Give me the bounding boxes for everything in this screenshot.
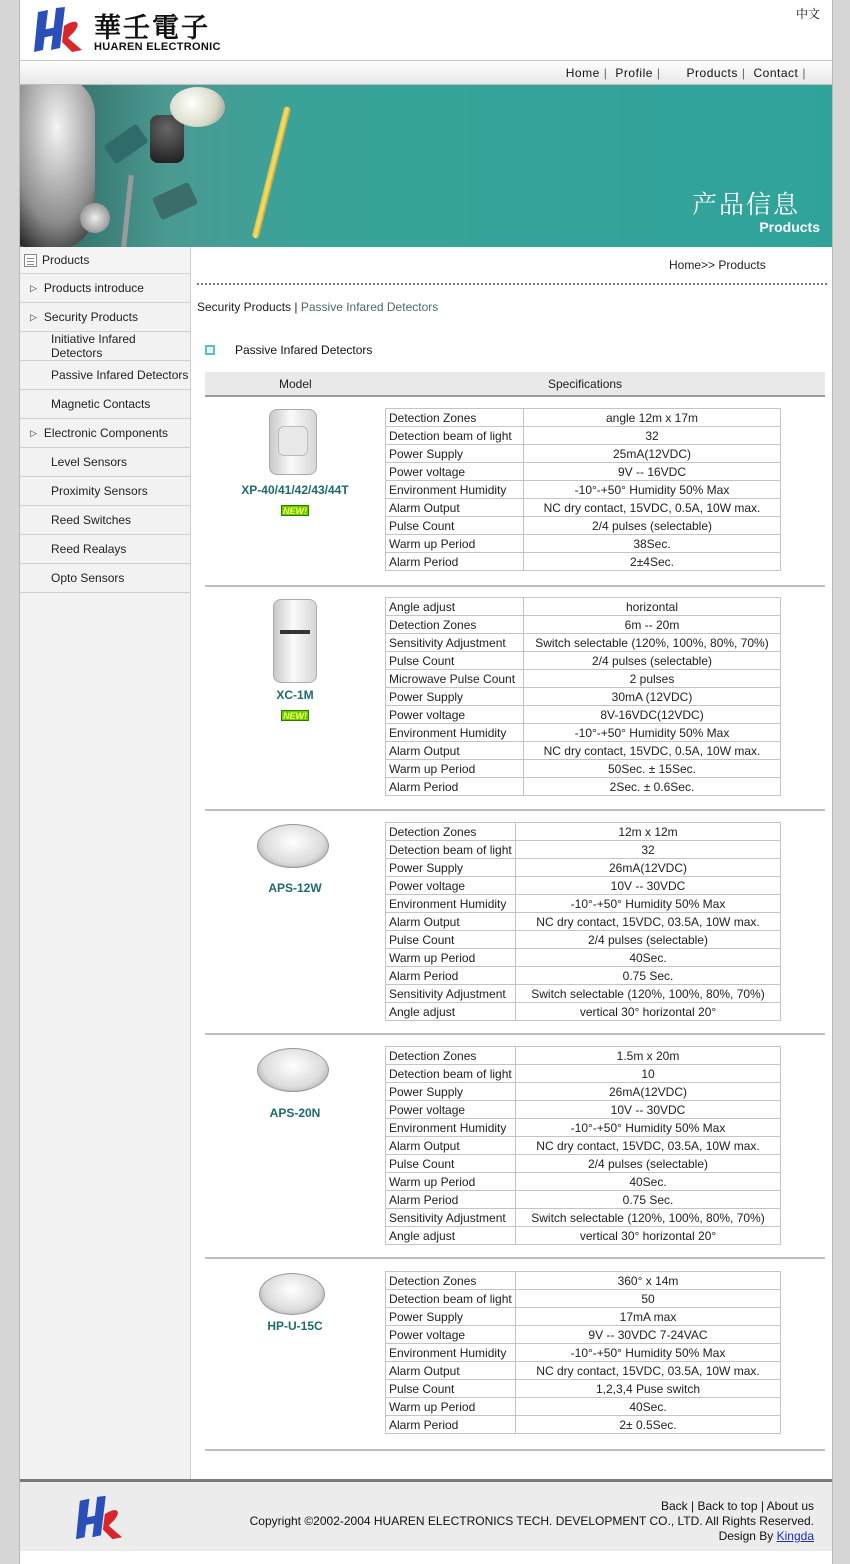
spec-value: 8V-16VDC(12VDC) [524,706,781,724]
footer-design-credit [250,1529,814,1544]
product-row [205,1037,825,1259]
spec-value: vertical 30° horizontal 20° [516,1003,781,1021]
table-row [386,706,781,724]
page [19,0,833,1564]
spec-value: 30mA (12VDC) [524,688,781,706]
logo-english-text: HUAREN ELECTRONIC [94,41,221,53]
banner-rod-image [121,175,133,247]
spec-name: Alarm Output [386,1362,516,1380]
sidebar-item-5[interactable] [20,390,190,419]
spec-value: 26mA(12VDC) [516,859,781,877]
hr-logo-icon [34,4,84,56]
table-row [386,1362,781,1380]
spec-value: horizontal [524,598,781,616]
spec-value: 38Sec. [524,535,781,553]
specifications-table [385,1046,781,1245]
spec-name: Angle adjust [386,598,524,616]
logo[interactable] [34,4,224,56]
banner-gear-image [80,203,110,233]
spec-name: Environment Humidity [386,1344,516,1362]
language-switch-link[interactable]: 中文 [795,7,820,21]
spec-value: 0.75 Sec. [516,967,781,985]
spec-name: Angle adjust [386,1227,516,1245]
spec-value: 2/4 pulses (selectable) [516,931,781,949]
design-by-label: Design By [718,1529,777,1543]
sidebar-item-4[interactable] [20,361,190,390]
spec-name: Power Supply [386,688,524,706]
table-row [386,1119,781,1137]
spec-name: Pulse Count [386,1380,516,1398]
spec-name: Detection Zones [386,823,516,841]
spec-value: 2Sec. ± 0.6Sec. [524,778,781,796]
spec-name: Sensitivity Adjustment [386,1209,516,1227]
spec-value: -10°-+50° Humidity 50% Max [516,1344,781,1362]
table-row [386,445,781,463]
spec-name: Alarm Period [386,778,524,796]
sidebar-item-label: Reed Switches [51,513,132,527]
spec-value: NC dry contact, 15VDC, 03.5A, 10W max. [516,1137,781,1155]
nav-products[interactable]: Products [686,66,738,80]
spec-value: 25mA(12VDC) [524,445,781,463]
table-row [386,742,781,760]
spec-name: Alarm Period [386,1191,516,1209]
table-row [386,1272,781,1290]
spec-value: 2/4 pulses (selectable) [516,1155,781,1173]
site-footer [20,1479,832,1551]
product-row [205,1261,825,1451]
spec-value: 1.5m x 20m [516,1047,781,1065]
sidebar-item-label: Reed Realays [51,542,127,556]
triangle-right-icon: ▷ [30,282,37,293]
spec-value: Switch selectable (120%, 100%, 80%, 70%) [516,985,781,1003]
spec-name: Power voltage [386,463,524,481]
spec-name: Warm up Period [386,760,524,778]
banner-sensor-image [103,124,148,165]
new-badge: NEW! [283,711,307,721]
spec-value: 1,2,3,4 Puse switch [516,1380,781,1398]
product-row [205,589,825,811]
table-row [386,1380,781,1398]
sidebar [20,247,191,1479]
product-image[interactable] [257,824,329,868]
section-heading [205,343,372,357]
table-row [386,1290,781,1308]
spec-name: Detection beam of light [386,1065,516,1083]
spec-name: Detection Zones [386,1272,516,1290]
path-separator: | [291,300,301,314]
spec-value: 32 [516,841,781,859]
table-row [386,778,781,796]
table-row [386,1083,781,1101]
spec-name: Alarm Output [386,499,524,517]
spec-value: -10°-+50° Humidity 50% Max [516,895,781,913]
table-row [386,1003,781,1021]
table-row [386,517,781,535]
sidebar-item-label: Initiative Infared Detectors [51,332,136,360]
spec-name: Detection Zones [386,1047,516,1065]
spec-name: Alarm Output [386,1137,516,1155]
sensor-window-image [280,630,310,634]
spec-name: Warm up Period [386,535,524,553]
sidebar-header [20,247,190,274]
banner-title-chinese: 产品信息 [691,191,800,219]
products-banner [20,85,832,247]
sidebar-menu [20,274,190,593]
table-row [386,1173,781,1191]
spec-value: NC dry contact, 15VDC, 03.5A, 10W max. [516,1362,781,1380]
spec-value: 0.75 Sec. [516,1191,781,1209]
spec-name: Detection Zones [386,616,524,634]
sidebar-item-11[interactable] [20,564,190,593]
site-header [20,0,832,60]
sidebar-item-label: Electronic Components [43,426,168,440]
spec-value: 40Sec. [516,1173,781,1191]
spec-name: Alarm Output [386,913,516,931]
sidebar-header-label: Products [42,253,90,267]
spec-name: Power voltage [386,877,516,895]
table-row [386,967,781,985]
table-row [386,652,781,670]
banner-sensor-image [152,182,198,221]
sidebar-item-1[interactable] [20,274,190,303]
spec-value: 50 [516,1290,781,1308]
category-path [197,300,438,314]
table-row [386,1344,781,1362]
table-row [386,1227,781,1245]
spec-name: Power Supply [386,859,516,877]
spec-value: -10°-+50° Humidity 50% Max [516,1119,781,1137]
spec-name: Environment Humidity [386,724,524,742]
spec-name: Power voltage [386,1101,516,1119]
spec-value: Switch selectable (120%, 100%, 80%, 70%) [524,634,781,652]
spec-value: NC dry contact, 15VDC, 0.5A, 10W max. [524,499,781,517]
spec-name: Detection beam of light [386,841,516,859]
spec-name: Alarm Period [386,553,524,571]
spec-name: Warm up Period [386,1173,516,1191]
spec-value: -10°-+50° Humidity 50% Max [524,724,781,742]
spec-value: 2±4Sec. [524,553,781,571]
product-image[interactable] [259,1273,325,1315]
table-row [386,463,781,481]
specifications-table [385,1271,781,1434]
product-image[interactable] [273,599,317,683]
sensor-lens-image [278,426,308,456]
table-row [386,1191,781,1209]
path-current: Passive Infared Detectors [300,300,439,314]
sidebar-item-2[interactable] [20,303,190,332]
sidebar-item-label: Products introduce [43,281,144,295]
table-row [386,913,781,931]
table-row [386,760,781,778]
table-row [386,724,781,742]
sidebar-item-9[interactable] [20,506,190,535]
sidebar-item-7[interactable] [20,448,190,477]
table-header [205,372,825,397]
spec-value: 32 [524,427,781,445]
table-row [386,499,781,517]
spec-name: Environment Humidity [386,481,524,499]
spec-name: Environment Humidity [386,895,516,913]
spec-name: Alarm Output [386,742,524,760]
table-row [386,1308,781,1326]
nav-separator: | [603,66,608,80]
spec-name: Alarm Period [386,967,516,985]
spec-value: 10V -- 30VDC [516,877,781,895]
banner-title-english: Products [759,219,820,235]
nav-home[interactable]: Home [565,66,600,80]
table-row [386,1101,781,1119]
table-row [386,841,781,859]
table-row [386,634,781,652]
sidebar-item-label: Magnetic Contacts [51,397,151,411]
table-row [386,1398,781,1416]
spec-value: 6m -- 20m [524,616,781,634]
document-icon [24,254,37,267]
spec-value: 9V -- 30VDC 7-24VAC [516,1326,781,1344]
sidebar-item-6[interactable] [20,419,190,448]
breadcrumb: Home>> Products [669,258,766,272]
table-row [386,688,781,706]
column-header-model: Model [279,377,312,391]
footer-back-link[interactable]: Back [660,1499,688,1513]
spec-name: Power Supply [386,445,524,463]
spec-name: Pulse Count [386,517,524,535]
product-image[interactable] [269,409,317,475]
spec-value: 26mA(12VDC) [516,1083,781,1101]
product-row [205,397,825,587]
product-model-name[interactable]: XC-1M [276,688,314,702]
spec-value: 2 pulses [524,670,781,688]
table-row [386,1047,781,1065]
path-parent-link[interactable]: Security Products [197,300,292,314]
spec-value: 10V -- 30VDC [516,1101,781,1119]
sidebar-item-10[interactable] [20,535,190,564]
spec-value: 17mA max [516,1308,781,1326]
spec-name: Power voltage [386,1326,516,1344]
spec-value: 360° x 14m [516,1272,781,1290]
spec-value: -10°-+50° Humidity 50% Max [524,481,781,499]
table-row [386,1416,781,1434]
logo-chinese-text: 華壬電子 [94,13,210,44]
table-row [386,823,781,841]
spec-value: angle 12m x 17m [524,409,781,427]
table-row [386,1209,781,1227]
spec-name: Sensitivity Adjustment [386,634,524,652]
table-row [386,1155,781,1173]
footer-copyright: Copyright ©2002-2004 HUAREN ELECTRONICS TECH. DEVELOPMENT CO., LTD. All Rights Reserved. [249,1514,814,1528]
spec-name: Power Supply [386,1083,516,1101]
spec-value: 2/4 pulses (selectable) [524,517,781,535]
specifications-table [385,597,781,796]
spec-name: Environment Humidity [386,1119,516,1137]
spec-name: Angle adjust [386,1003,516,1021]
specifications-table [385,408,781,571]
spec-name: Microwave Pulse Count [386,670,524,688]
table-row [386,616,781,634]
table-row [386,1065,781,1083]
table-row [386,535,781,553]
table-row [386,895,781,913]
specifications-table [385,822,781,1021]
table-row [386,409,781,427]
spec-value: Switch selectable (120%, 100%, 80%, 70%) [516,1209,781,1227]
table-row [386,985,781,1003]
sidebar-item-label: Level Sensors [51,455,128,469]
nav-separator: | [656,66,661,80]
spec-name: Power Supply [386,1308,516,1326]
sidebar-item-label: Opto Sensors [51,571,125,585]
spec-value: 10 [516,1065,781,1083]
footer-about-link[interactable]: About us [766,1499,814,1513]
spec-value: 12m x 12m [516,823,781,841]
spec-name: Warm up Period [386,949,516,967]
table-row [386,553,781,571]
column-header-specifications: Specifications [548,377,623,391]
spec-value: 2/4 pulses (selectable) [524,652,781,670]
nav-profile[interactable]: Profile [615,66,653,80]
spec-value: 40Sec. [516,1398,781,1416]
table-row [386,877,781,895]
spec-name: Pulse Count [386,652,524,670]
spec-value: 40Sec. [516,949,781,967]
nav-separator: | [802,66,806,80]
spec-value: 2± 0.5Sec. [516,1416,781,1434]
spec-name: Detection beam of light [386,427,524,445]
spec-value: NC dry contact, 15VDC, 03.5A, 10W max. [516,913,781,931]
spec-name: Sensitivity Adjustment [386,985,516,1003]
sidebar-item-label: Security Products [43,310,138,324]
spec-name: Alarm Period [386,1416,516,1434]
product-model-name[interactable]: XP-40/41/42/43/44T [241,483,349,497]
table-row [386,949,781,967]
spec-value: NC dry contact, 15VDC, 0.5A, 10W max. [524,742,781,760]
sidebar-item-8[interactable] [20,477,190,506]
footer-nav: Back | Back to top | About us [660,1499,814,1513]
footer-top-link[interactable]: Back to top [697,1499,758,1513]
spec-name: Power voltage [386,706,524,724]
table-row [386,931,781,949]
new-badge: NEW! [283,506,307,516]
spec-name: Detection beam of light [386,1290,516,1308]
table-row [386,427,781,445]
sidebar-item-label: Passive Infared Detectors [51,368,189,382]
product-model-name[interactable]: APS-12W [268,881,322,895]
nav-contact[interactable]: Contact [753,66,799,80]
triangle-right-icon: ▷ [30,311,37,322]
nav-separator: | [741,66,746,80]
banner-bulb-image [170,87,225,127]
nav-bar [20,60,832,85]
table-row [386,670,781,688]
table-row [386,1326,781,1344]
table-row [386,859,781,877]
banner-thermometer-image [252,106,291,239]
hr-footer-logo-icon [76,1492,124,1544]
product-model-name[interactable]: APS-20N [269,1106,321,1120]
main-nav [566,66,814,80]
spec-name: Pulse Count [386,1155,516,1173]
spec-value: 50Sec. ± 15Sec. [524,760,781,778]
spec-value: 9V -- 16VDC [524,463,781,481]
table-row [386,598,781,616]
spec-value: vertical 30° horizontal 20° [516,1227,781,1245]
table-row [386,1137,781,1155]
sidebar-item-3[interactable] [20,332,190,361]
product-row [205,813,825,1035]
product-model-name[interactable]: HP-U-15C [267,1319,323,1333]
spec-name: Pulse Count [386,931,516,949]
designer-link[interactable]: Kingda [776,1529,814,1543]
section-title: Passive Infared Detectors [235,343,373,357]
triangle-right-icon: ▷ [30,427,37,438]
sidebar-item-label: Proximity Sensors [51,484,148,498]
table-row [386,481,781,499]
square-bullet-icon [205,345,215,355]
spec-name: Detection Zones [386,409,524,427]
footer-links [250,1499,814,1544]
spec-name: Warm up Period [386,1398,516,1416]
dotted-divider [197,283,827,285]
product-image[interactable] [257,1048,329,1092]
